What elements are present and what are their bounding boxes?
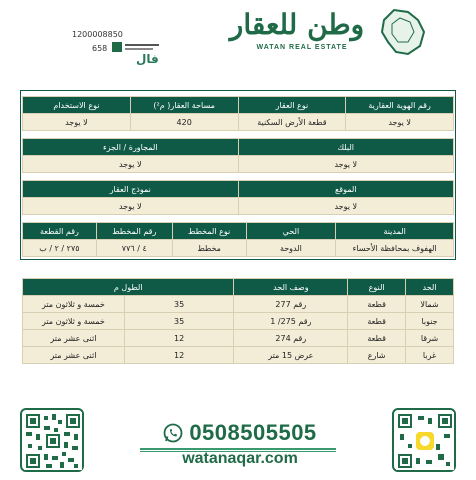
value-plan-number: ٤ / ٧٧٦	[96, 240, 172, 257]
boundary-length: 35	[124, 313, 234, 330]
property-table-4	[22, 222, 454, 257]
table-row	[23, 296, 454, 313]
boundaries-table	[22, 278, 454, 364]
value-block: لا يوجد	[238, 156, 453, 173]
header-property-id: رقم الهوية العقارية	[346, 97, 454, 114]
license-number: 1200008850	[72, 30, 123, 39]
boundary-description: رقم 274	[234, 330, 348, 347]
boundary-length-text: اثنى عشر متر	[23, 330, 125, 347]
header-block: البلك	[238, 139, 453, 156]
table-row	[23, 330, 454, 347]
brand-arabic-name: وطن للعقار	[229, 8, 365, 41]
website-link[interactable]: watanaqar.com	[182, 450, 298, 467]
value-property-model: لا يوجد	[23, 198, 239, 215]
header-district: الحي	[246, 223, 336, 240]
property-table-1	[22, 96, 454, 131]
boundary-side: شرقا	[406, 330, 454, 347]
ad-number: 658	[92, 44, 108, 53]
value-plan-type: مخطط	[172, 240, 246, 257]
boundary-length-text: خمسة و ثلاثون متر	[23, 313, 125, 330]
header-usage-type: نوع الاستخدام	[23, 97, 131, 114]
header-plan-number: رقم المخطط	[96, 223, 172, 240]
whatsapp-qr-icon[interactable]	[24, 412, 82, 470]
value-district: الدوحة	[246, 240, 336, 257]
boundary-type: قطعة	[348, 296, 406, 313]
value-property-area: 420	[130, 114, 238, 131]
header-property-area: مساحة العقار( م²)	[130, 97, 238, 114]
value-city: الهفوف بمحافظة الأحساء	[336, 240, 454, 257]
value-plot-number: ٢٧٥ / ٢ / ب	[23, 240, 97, 257]
header-city: المدينة	[336, 223, 454, 240]
property-table-3	[22, 180, 454, 215]
table-row	[23, 347, 454, 364]
property-table-2	[22, 138, 454, 173]
boundary-length: 12	[124, 330, 234, 347]
header-boundary-length: الطول م	[23, 279, 234, 296]
header-property-model: نموذج العقار	[23, 181, 239, 198]
value-usage-type: لا يوجد	[23, 114, 131, 131]
brand-english-name: WATAN REAL ESTATE	[256, 44, 348, 51]
boundary-description: عرض 15 متر	[234, 347, 348, 364]
whatsapp-icon	[163, 423, 183, 443]
saudi-map-icon	[378, 6, 428, 58]
header-location: الموقع	[238, 181, 454, 198]
boundary-length-text: اثنى عشر متر	[23, 347, 125, 364]
phone-number[interactable]: 0508505505	[189, 420, 317, 445]
boundary-description: رقم 277	[234, 296, 348, 313]
header	[0, 0, 476, 70]
boundary-type: قطعة	[348, 313, 406, 330]
boundary-side: جنوبا	[406, 313, 454, 330]
phone-contact[interactable]	[160, 422, 320, 444]
value-property-type: قطعة الأرض السكنية	[238, 114, 346, 131]
header-plot-number: رقم القطعة	[23, 223, 97, 240]
header-boundary-description: وصف الحد	[234, 279, 348, 296]
boundary-type: شارع	[348, 347, 406, 364]
header-boundary-type: النوع	[348, 279, 406, 296]
header-boundary-side: الحد	[406, 279, 454, 296]
boundary-length: 12	[124, 347, 234, 364]
header-neighbourhood-part: المجاورة / الجزء	[23, 139, 239, 156]
boundary-length: 35	[124, 296, 234, 313]
fal-label: فال	[136, 52, 159, 66]
table-row	[23, 313, 454, 330]
rega-logo-icon	[112, 40, 160, 54]
snapchat-qr-icon[interactable]	[396, 412, 454, 470]
header-plan-type: نوع المخطط	[172, 223, 246, 240]
boundary-description: رقم 275/ 1	[234, 313, 348, 330]
value-neighbourhood-part: لا يوجد	[23, 156, 239, 173]
value-location: لا يوجد	[238, 198, 454, 215]
header-property-type: نوع العقار	[238, 97, 346, 114]
value-property-id: لا يوجد	[346, 114, 454, 131]
boundary-length-text: خمسة و ثلاثون متر	[23, 296, 125, 313]
boundary-side: شمالا	[406, 296, 454, 313]
boundary-type: قطعة	[348, 330, 406, 347]
boundary-side: غربا	[406, 347, 454, 364]
